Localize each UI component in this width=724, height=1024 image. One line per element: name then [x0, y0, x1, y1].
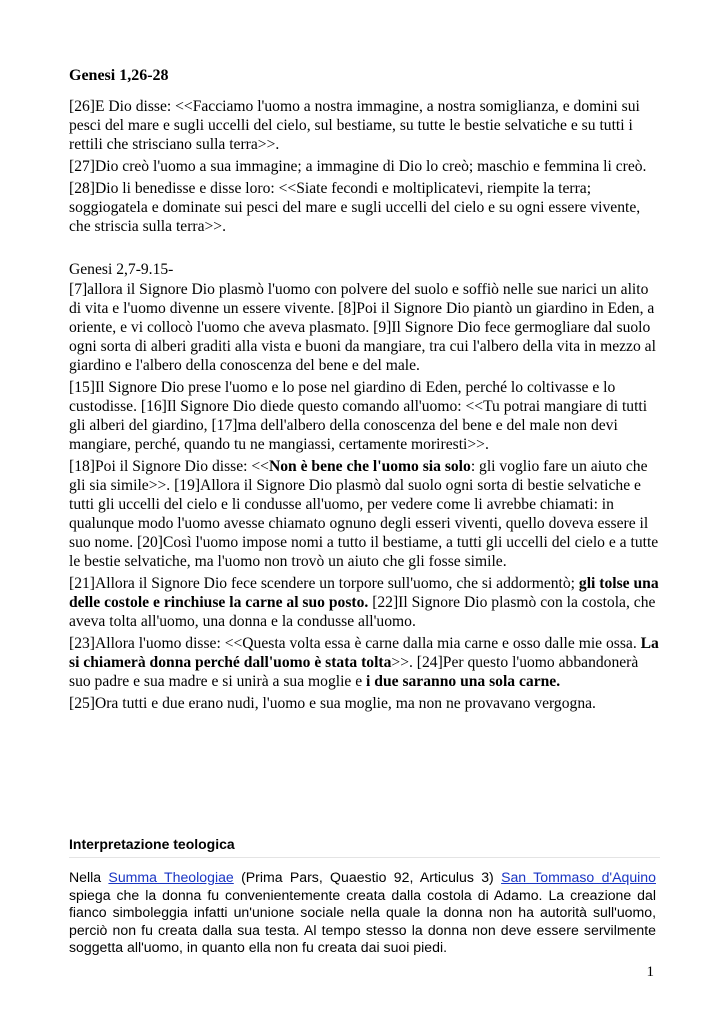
text-span: spiega che la donna fu convenientemente creata dalla costola di Adamo. La creazione dal fianco simboleggia infatti un'unione sociale nella quale la donna non ha autorità sull'uomo, perciò non fu creata dalla sua testa. Al tempo stesso la donna non deve essere servilmente soggetta all'uomo, in quanto ella non fu creata dai suoi piedi.	[69, 886, 656, 955]
bold-text: La si chiamerà donna perché dall'uomo è stata tolta	[69, 635, 659, 671]
paragraph-verses-18-20	[69, 457, 660, 571]
section-title-genesi-2: Genesi 2,7-9.15-	[69, 261, 174, 278]
paragraph-verse-25: [25]Ora tutti e due erano nudi, l'uomo e sua moglie, ma non ne provavano vergogna.	[69, 695, 596, 712]
text-span: : gli voglio fare un aiuto che gli sia simile>>. [19]Allora il Signore Dio plasmò dal suolo ogni sorta di bestie selvatiche e tutti gli uccelli del cielo e li condusse all'uomo, per vedere come li avrebbe chiamati: in qualunque modo l'uomo avesse chiamato ognuno degli esseri viventi, quello doveva essere il suo nome. [20]Così l'uomo impose nomi a tutto il bestiame, a tutti gli uccelli del cielo e a tutte le bestie selvatiche, ma l'uomo non trovò un aiuto che gli fosse simile.	[69, 458, 659, 570]
paragraph-verses-7-9: [7]allora il Signore Dio plasmò l'uomo con polvere del suolo e soffiò nelle sue narici un alito di vita e l'uomo divenne un essere vivente. [8]Poi il Signore Dio piantò un giardino in Eden, a oriente, e vi collocò l'uomo che aveva plasmato. [9]Il Signore Dio fece germogliare dal suolo ogni sorta di alberi graditi alla vista e buoni da mangiare, tra cui l'albero della vita in mezzo al giardino e l'albero della conoscenza del bene e del male.	[69, 281, 656, 374]
paragraph-verses-21-22	[69, 574, 660, 631]
text-span: [23]Allora l'uomo disse: <<Questa volta essa è carne dalla mia carne e osso dalle mie ossa.	[69, 635, 641, 652]
paragraph-verses-15-17: [15]Il Signore Dio prese l'uomo e lo pose nel giardino di Eden, perché lo coltivasse e lo custodisse. [16]Il Signore Dio diede questo comando all'uomo: <<Tu potrai mangiare di tutti gli alberi del giardino, [17]ma dell'albero della conoscenza del bene e del male non devi mangiare, perché, quando tu ne mangiassi, certamente moriresti>>.	[69, 379, 648, 453]
paragraph-verse-26: [26]E Dio disse: <<Facciamo l'uomo a nostra immagine, a nostra somiglianza, e domini sui pesci del mare e sugli uccelli del cielo, sul bestiame, su tutte le bestie selvatiche e su tutti i rettili che strisciano sulla terra>>.	[69, 98, 640, 153]
text-span: >>. [24]Per questo l'uomo abbandonerà suo padre e sua madre e si unirà a sua moglie e	[69, 654, 639, 690]
summa-theologiae-link[interactable]: Summa Theologiae	[108, 869, 234, 885]
section-title-genesi-1: Genesi 1,26-28	[69, 67, 169, 84]
bold-text: gli tolse una delle costole e rinchiuse la carne al suo posto.	[69, 575, 659, 611]
bold-text: Non è bene che l'uomo sia solo	[268, 458, 471, 475]
interpretation-paragraph	[69, 869, 656, 957]
paragraph-verse-27: [27]Dio creò l'uomo a sua immagine; a immagine di Dio lo creò; maschio e femmina li creò.	[69, 158, 647, 175]
text-span: [18]Poi il Signore Dio disse: <<	[69, 458, 269, 475]
interpretation-heading: Interpretazione teologica	[69, 835, 660, 858]
paragraph-verses-23-24	[69, 634, 660, 691]
text-span: [22]Il Signore Dio plasmò con la costola, che aveva tolta all'uomo, una donna e la condusse all'uomo.	[69, 594, 656, 630]
paragraph-verse-28: [28]Dio li benedisse e disse loro: <<Siate fecondi e moltiplicatevi, riempite la terra; soggiogatela e dominate sui pesci del mare e sugli uccelli del cielo e su ogni essere vivente, che striscia sulla terra>>.	[69, 180, 641, 235]
text-span: (Prima Pars, Quaestio 92, Articulus 3)	[233, 869, 502, 885]
page-number: 1	[646, 964, 654, 980]
bold-text: i due saranno una sola carne.	[366, 673, 561, 690]
text-span: [21]Allora il Signore Dio fece scendere un torpore sull'uomo, che si addormentò;	[69, 575, 579, 592]
document-body	[69, 66, 660, 716]
text-span: Nella	[69, 869, 109, 885]
san-tommaso-link[interactable]: San Tommaso d'Aquino	[501, 869, 656, 885]
